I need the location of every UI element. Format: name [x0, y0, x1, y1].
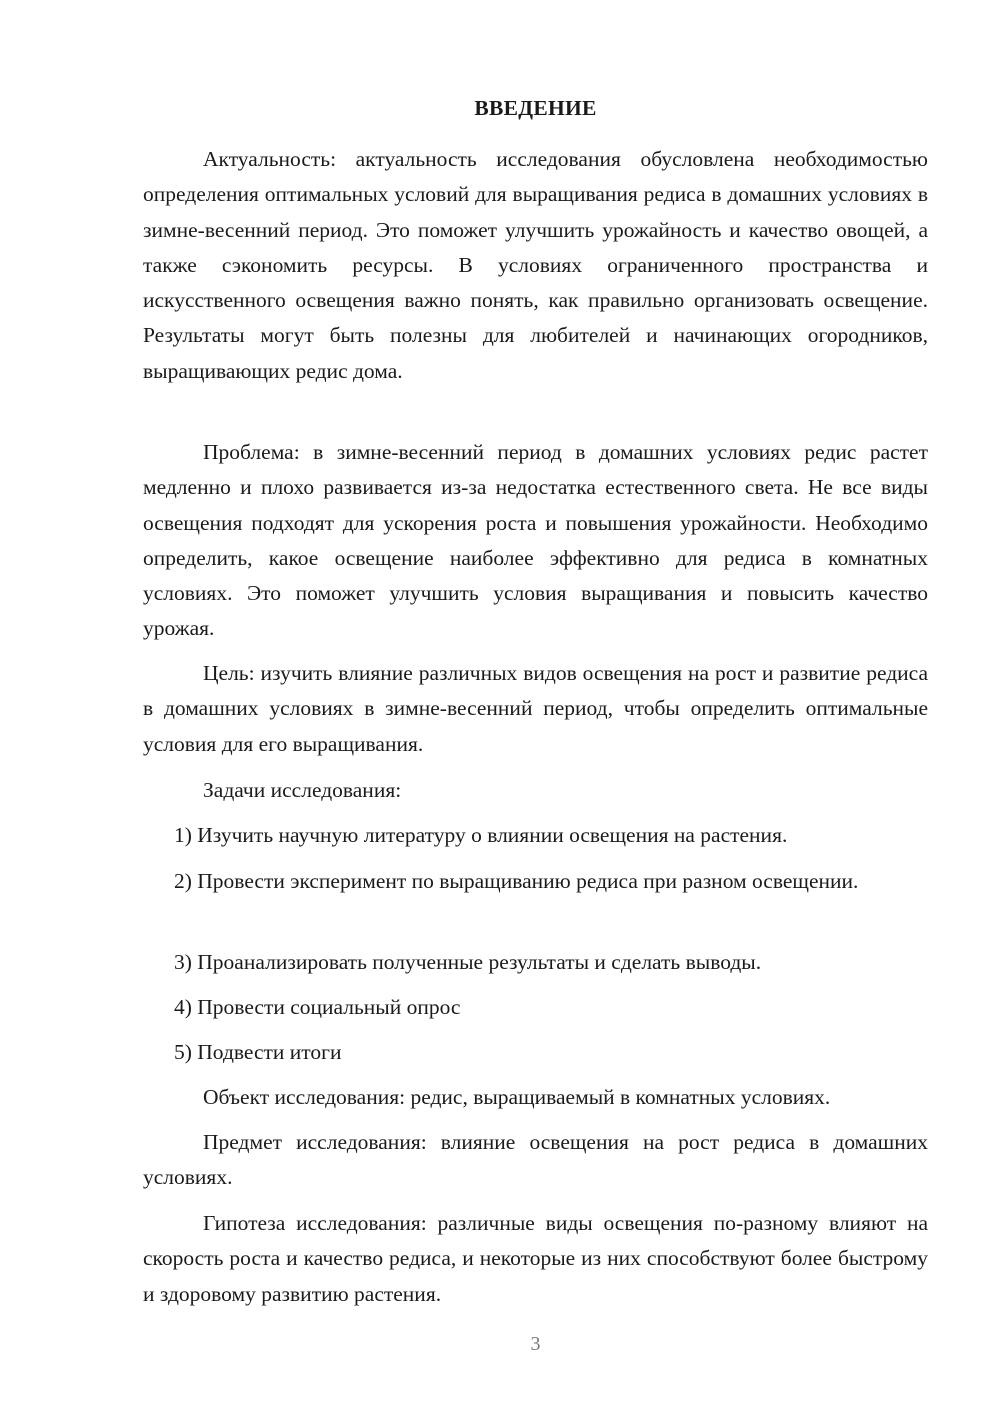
paragraph-hypothesis: Гипотеза исследования: различные виды освещения по-разному влияют на скорость роста и качество редиса, и некоторые из них способствуют более быстрому и здоровому развитию растения.: [143, 1211, 928, 1306]
tasks-heading: Задачи исследования:: [203, 778, 402, 802]
task-item-3: 3) Проанализировать полученные результаты и сделать выводы.: [174, 950, 762, 974]
paragraph-object: Объект исследования: редис, выращиваемый в комнатных условиях.: [203, 1085, 831, 1109]
task-item-4: 4) Провести социальный опрос: [174, 995, 461, 1019]
paragraph-relevance: Актуальность: актуальность исследования обусловлена необходимостью определения оптимальных условий для выращивания редиса в домашних условиях в зимне-весенний период. Это поможет улучшить урожайность и качество овощей, а также сэкономить ресурсы. В условиях ограниченного пространства и искусственного освещения важно понять, как правильно организовать освещение. Результаты могут быть полезны для любителей и начинающих огородников, выращивающих редис дома.: [143, 147, 928, 383]
paragraph-goal: Цель: изучить влияние различных видов освещения на рост и развитие редиса в домашних условиях в зимне-весенний период, чтобы определить оптимальные условия для его выращивания.: [143, 661, 928, 756]
paragraph-problem: Проблема: в зимне-весенний период в домашних условиях редис растет медленно и плохо развивается из-за недостатка естественного света. Не все виды освещения подходят для ускорения роста и повышения урожайности. Необходимо определить, какое освещение наиболее эффективно для редиса в комнатных условиях. Это поможет улучшить условия выращивания и повысить качество урожая.: [143, 440, 928, 641]
document-page: [143, 0, 928, 1414]
task-item-5: 5) Подвести итоги: [174, 1040, 342, 1064]
page-title: ВВЕДЕНИЕ: [474, 96, 597, 120]
page-number: 3: [530, 1333, 541, 1355]
paragraph-subject: Предмет исследования: влияние освещения на рост редиса в домашних условиях.: [143, 1130, 928, 1190]
task-item-1: 1) Изучить научную литературу о влиянии освещения на растения.: [174, 823, 788, 847]
task-item-2: 2) Провести эксперимент по выращиванию редиса при разном освещении.: [174, 869, 859, 893]
